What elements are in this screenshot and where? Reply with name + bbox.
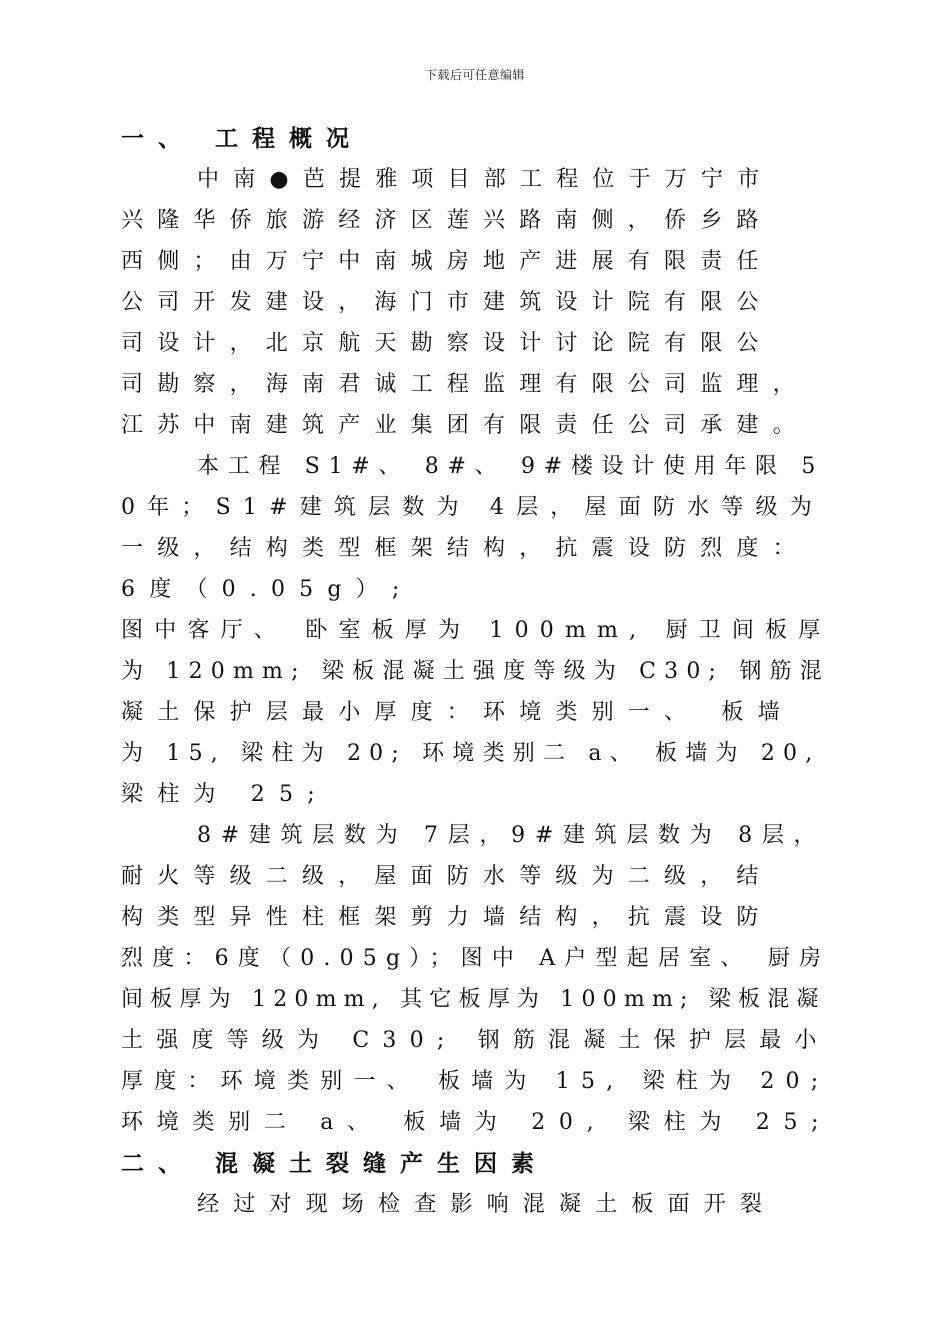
paragraph-line: 土强度等级为 C30; 钢筋混凝土保护层最小 xyxy=(121,1028,830,1053)
paragraph-line: 图中客厅、 卧室板厚为 100mm, 厨卫间板厚 xyxy=(121,618,832,643)
paragraph-line: 为 15, 梁柱为 20; 环境类别二 a、 板墙为 20, xyxy=(121,741,821,766)
paragraph-line: 6度（0.05g）; xyxy=(121,577,414,602)
paragraph-line: 兴隆华侨旅游经济区莲兴路南侧，侨乡路 xyxy=(121,208,773,233)
paragraph-line: 8#建筑层数为 7层，9#建筑层数为 8层， xyxy=(197,823,826,848)
paragraph-line: 本工程 S1#、 8#、 9#楼设计使用年限 5 xyxy=(197,454,825,479)
paragraph-line: 凝土保护层最小厚度：环境类别一、 板墙 xyxy=(121,700,794,725)
section-heading-2 xyxy=(121,1143,831,1184)
paragraph-line: 经过对现场检查影响混凝土板面开裂 xyxy=(197,1192,777,1217)
paragraph-line: 0年；S1#建筑层数为 4层，屋面防水等级为 xyxy=(121,495,824,520)
paragraph-line: 为 120mm; 梁板混凝土强度等级为 C30; 钢筋混 xyxy=(121,659,830,684)
paragraph-line: 西侧；由万宁中南城房地产进展有限责任 xyxy=(121,249,773,274)
paragraph-line: 间板厚为 120mm, 其它板厚为 100mm; 梁板混凝 xyxy=(121,987,826,1012)
paragraph-line: 厚度：环境类别一、 板墙为 15, 梁柱为 20; xyxy=(121,1069,830,1094)
paragraph-line: 环境类别二 a、 板墙为 20, 梁柱为 25; xyxy=(121,1110,833,1135)
paragraph-line: 构类型异性柱框架剪力墙结构，抗震设防 xyxy=(121,905,773,930)
paragraph-line: 司设计，北京航天勘察设计讨论院有限公 xyxy=(121,331,773,356)
paragraph-line: 江苏中南建筑产业集团有限责任公司承建。 xyxy=(121,413,809,438)
header-note: 下载后可任意编辑 xyxy=(424,68,525,82)
section-number-2: 二、 xyxy=(121,1150,195,1177)
paragraph-line: 一级，结构类型框架结构，抗震设防烈度： xyxy=(121,536,809,561)
paragraph-line: 梁柱为 25; xyxy=(121,782,329,807)
section-title-2: 混凝土裂缝产生因素 xyxy=(215,1150,548,1177)
paragraph-line: 烈度：6度（0.05g）；图中 A户型起居室、 厨房 xyxy=(121,946,831,971)
section-heading-1 xyxy=(121,118,831,159)
paragraph-line: 耐火等级二级，屋面防水等级为二级，结 xyxy=(121,864,773,889)
paragraph-line: 司勘察，海南君诚工程监理有限公司监理， xyxy=(121,372,809,397)
document-body xyxy=(121,118,831,1225)
paragraph-line: 公司开发建设，海门市建筑设计院有限公 xyxy=(121,290,773,315)
section-title-1: 工程概况 xyxy=(215,125,363,152)
paragraph-line: 中南●芭提雅项目部工程位于万宁市 xyxy=(197,167,774,192)
section-number-1: 一、 xyxy=(121,125,195,152)
